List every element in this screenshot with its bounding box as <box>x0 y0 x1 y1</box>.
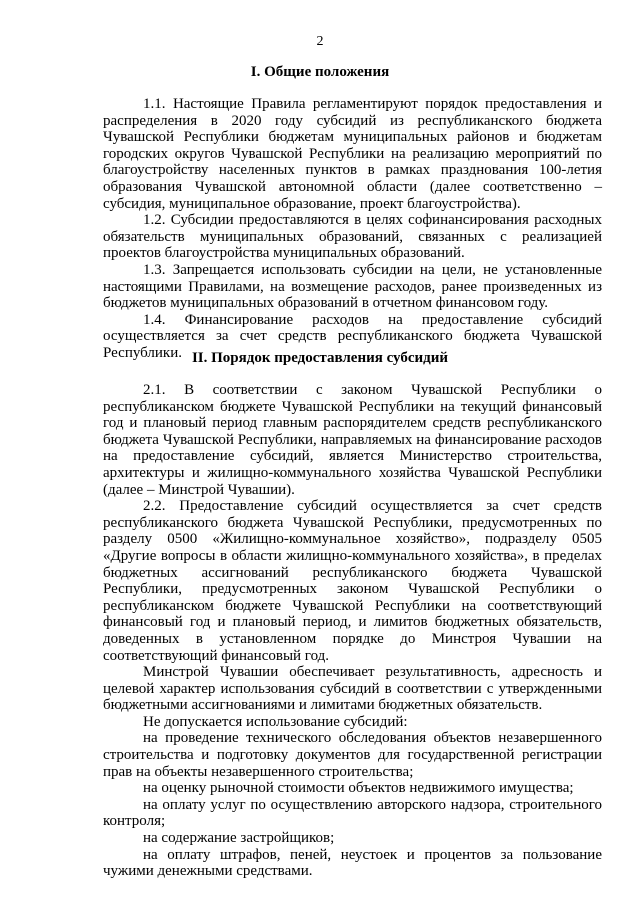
section-1-title: I. Общие положения <box>250 64 390 80</box>
paragraph-not-allowed: Не допускается использование субсидий: <box>143 713 408 730</box>
paragraph-2-2: 2.2. Предоставление субсидий осуществляется за счет средств республиканского бюджета Чувашской Республики, предусмотренных по разделу 0500 «Жилищно-коммунальное хозяйство», подразделу 0505 «Другие вопросы в области жилищно-коммунального хозяйства», в пределах бюджетных ассигнований республиканского бюджета Чувашской Республики, предусмотренных законом Чувашской Республики о республиканском бюджете Чувашской Республики на соответствующий финансовый год и плановый период, и лимитов бюджетных обязательств, доведенных в установленном порядке до Минстроя Чувашии на соответствующий финансовый год. <box>103 498 602 664</box>
page-number: 2 <box>316 34 324 49</box>
section-1-body <box>103 96 602 362</box>
paragraph-1-1: 1.1. Настоящие Правила регламентируют порядок предоставления и распределения в 2020 году субсидий из республиканского бюджета Чувашской Республики бюджетам муниципальных районов и бюджетам городских округов Чувашской Республики на реализацию мероприятий по благоустройству населенных пунктов в рамках празднования 100-летия образования Чувашской автономной области (далее соответственно – субсидия, муниципальное образование, проект благоустройства). <box>103 96 602 212</box>
paragraph-1-4: 1.4. Финансирование расходов на предоставление субсидий осуществляется за счет средств республиканского бюджета Чувашской Республики. <box>103 311 602 361</box>
paragraph-1-2: 1.2. Субсидии предоставляются в целях софинансирования расходных обязательств муниципальных образований, связанных с реализацией проектов благоустройства муниципальных образований. <box>103 212 602 262</box>
paragraph-minstroy: Минстрой Чувашии обеспечивает результативность, адресность и целевой характер использования субсидий в соответствии с утвержденными бюджетными ассигнованиями и лимитами бюджетных обязательств. <box>103 664 602 714</box>
list-item-survey: на проведение технического обследования объектов незавершенного строительства и подготовку документов для государственной регистрации прав на объекты незавершенного строительства; <box>103 730 602 780</box>
list-item-valuation: на оценку рыночной стоимости объектов недвижимого имущества; <box>143 780 574 797</box>
section-2-body <box>103 382 602 880</box>
section-2-title: II. Порядок предоставления субсидий <box>191 350 449 366</box>
list-item-fines: на оплату штрафов, пеней, неустоек и процентов за пользование чужими денежными средствами. <box>103 846 602 880</box>
paragraph-1-3: 1.3. Запрещается использовать субсидии на цели, не установленные настоящими Правилами, на возмещение расходов, ранее произведенных из бюджетов муниципальных образований в отчетном финансовом году. <box>103 261 602 312</box>
list-item-developers: на содержание застройщиков; <box>143 830 335 847</box>
list-item-supervision: на оплату услуг по осуществлению авторского надзора, строительного контроля; <box>103 796 602 830</box>
paragraph-2-1: 2.1. В соответствии с законом Чувашской Республики о республиканском бюджете Чувашской Республики на текущий финансовый год и плановый период главным распорядителем средств республиканского бюджета Чувашской Республики, направляемых на финансирование расходов на предоставление субсидий, является Министерство строительства, архитектуры и жилищно-коммунального хозяйства Чувашской Республики (далее – Минстрой Чувашии). <box>103 382 602 498</box>
